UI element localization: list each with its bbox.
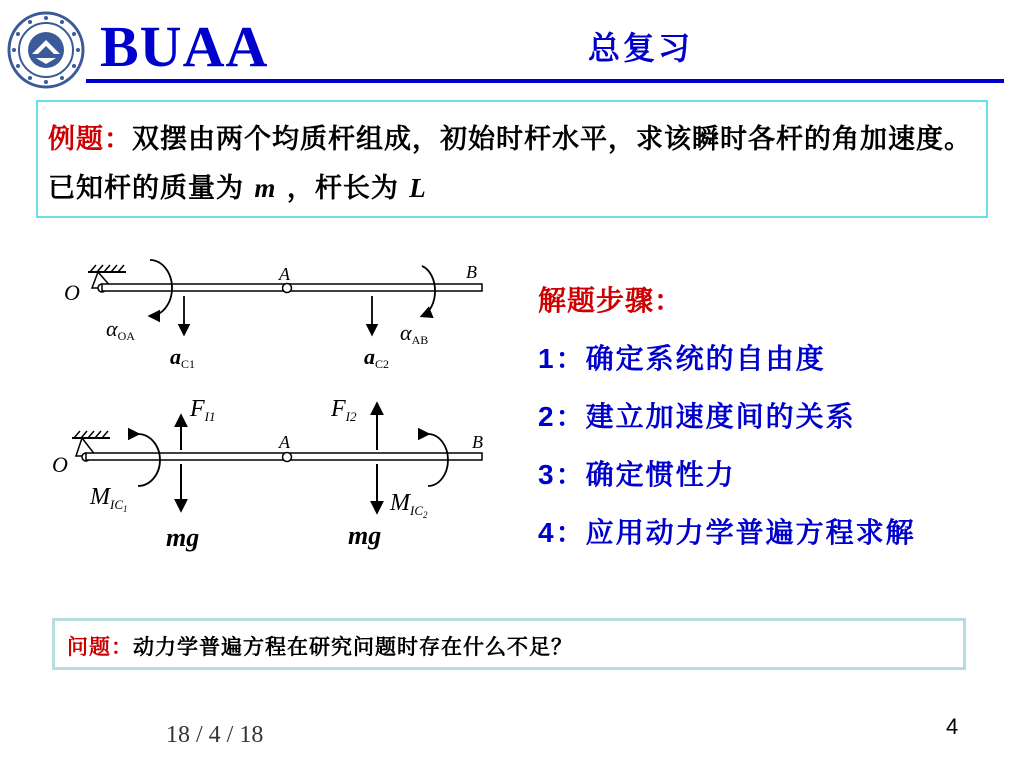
step-number: 4 (538, 517, 556, 548)
a-c1-label: aC1 (170, 344, 196, 371)
question-box (52, 618, 966, 670)
weight-1-label: mg (166, 523, 200, 552)
steps-title: 解题步骤： (538, 284, 684, 317)
example-body-2: ，杆长为 (276, 173, 410, 204)
f-i2-label: $F_{I2}$ (331, 396, 357, 424)
section-title: 总复习 (588, 29, 694, 67)
bottom-point-a: A (279, 432, 290, 452)
step-text: 应用动力学普遍方程求解 (585, 516, 916, 549)
m-ic2-label: $M_{IC}2$ (390, 490, 428, 520)
header-divider (86, 79, 1004, 83)
mass-symbol: m (254, 173, 277, 203)
alpha-ab-label: αAB (400, 320, 429, 347)
question-label: 问题： (67, 635, 133, 659)
top-point-b: B (466, 262, 477, 282)
top-point-o: O (64, 280, 80, 305)
step-number: 1 (538, 343, 556, 374)
step-text: 确定惯性力 (585, 458, 736, 491)
a-c2-label: aC2 (364, 344, 390, 371)
solution-steps (538, 272, 998, 562)
step-separator: ： (555, 458, 586, 491)
step-item (538, 446, 998, 504)
example-box (36, 100, 988, 218)
double-pendulum-diagram (50, 250, 500, 560)
university-seal-logo (6, 10, 86, 90)
step-separator: ： (555, 516, 586, 549)
question-body: 动力学普遍方程在研究问题时存在什么不足？ (133, 635, 573, 659)
step-text: 确定系统的自由度 (585, 342, 826, 375)
brand-title: BUAA (100, 14, 269, 79)
bottom-point-o: O (52, 452, 68, 477)
step-separator: ： (555, 342, 586, 375)
bottom-figure (72, 404, 482, 512)
step-number: 3 (538, 459, 556, 490)
step-item (538, 388, 998, 446)
length-symbol: L (409, 173, 427, 203)
question-text (67, 633, 573, 661)
example-body-1: 双摆由两个均质杆组成，初始时杆水平，求该瞬时各杆的角加速度。已知杆的质量为 (48, 124, 972, 204)
example-text (48, 116, 978, 213)
bottom-point-b: B (472, 432, 483, 452)
step-separator: ： (555, 400, 586, 433)
alpha-oa-label: αOA (106, 316, 135, 343)
weight-2-label: mg (348, 521, 382, 550)
step-number: 2 (538, 401, 556, 432)
slide-date: 18 / 4 / 18 (166, 722, 264, 748)
step-text: 建立加速度间的关系 (585, 400, 856, 433)
f-i1-label: $F_{I1}$ (190, 396, 216, 424)
step-item (538, 330, 998, 388)
step-item (538, 504, 998, 562)
top-point-a: A (279, 264, 290, 284)
m-ic1-label: $M_{IC}1$ (90, 484, 128, 514)
example-label: 例题： (48, 124, 132, 155)
page-number: 4 (946, 714, 959, 739)
